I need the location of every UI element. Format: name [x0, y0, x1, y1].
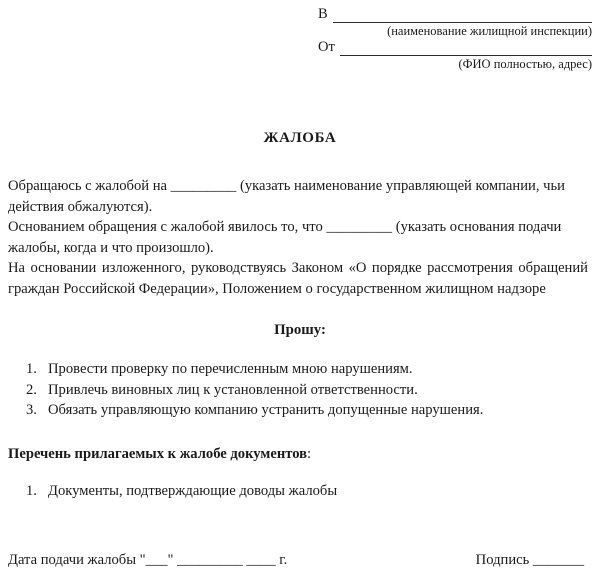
list-item-number: 1. — [26, 361, 37, 377]
document-footer — [8, 551, 592, 570]
request-list — [0, 359, 600, 421]
list-item — [0, 400, 600, 421]
sender-caption: (ФИО полностью, адрес) — [458, 57, 592, 71]
body-paragraph-2: Основанием обращения с жалобой явилось то, что _________ (указать основания подачи жалобы, когда и что произошло). — [8, 219, 562, 256]
list-item-number: 3. — [26, 402, 37, 418]
list-item — [0, 380, 600, 401]
body-paragraph-3: На основании изложенного, руководствуясь Законом «О порядке рассмотрения обращений граждан Российской Федерации», Положением о государственном жилищном надзоре — [8, 260, 588, 297]
list-item-text: Документы, подтверждающие доводы жалобы — [48, 483, 338, 499]
list-item — [0, 481, 600, 502]
attachments-heading-colon: : — [307, 446, 312, 462]
attachments-list — [0, 481, 600, 502]
attachments-heading-text: Перечень прилагаемых к жалобе документов — [8, 446, 308, 462]
body-paragraph-1: Обращаюсь с жалобой на _________ (указать наименование управляющей компании, чьи действия обжалуются). — [8, 178, 565, 215]
list-item-number: 2. — [26, 381, 37, 398]
attachments-heading — [8, 444, 311, 464]
addressee-label: В — [318, 6, 328, 22]
addressee-caption: (наименование жилищной инспекции) — [387, 24, 592, 38]
date-of-submission-line[interactable]: Дата подачи жалобы "___" _________ ____ г. — [8, 552, 288, 568]
addressee-rule-line[interactable] — [333, 8, 592, 23]
document-title: ЖАЛОБА — [263, 130, 337, 146]
addressee-row — [318, 6, 592, 23]
signature-line[interactable]: Подпись _______ — [475, 552, 584, 568]
sender-row — [318, 39, 592, 56]
list-item-number: 1. — [26, 483, 37, 499]
sender-rule-line[interactable] — [340, 41, 592, 56]
list-item-text: Провести проверку по перечисленным мною нарушениям. — [48, 361, 413, 377]
sender-label: От — [318, 39, 335, 55]
header-addressee-block — [318, 6, 592, 72]
list-item-text: Обязать управляющую компанию устранить допущенные нарушения. — [48, 402, 484, 418]
list-item — [0, 359, 600, 380]
request-heading: Прошу: — [274, 322, 326, 338]
list-item-text: Привлечь виновных лиц к установленной ответственности. — [48, 381, 418, 398]
document-body — [8, 176, 588, 299]
